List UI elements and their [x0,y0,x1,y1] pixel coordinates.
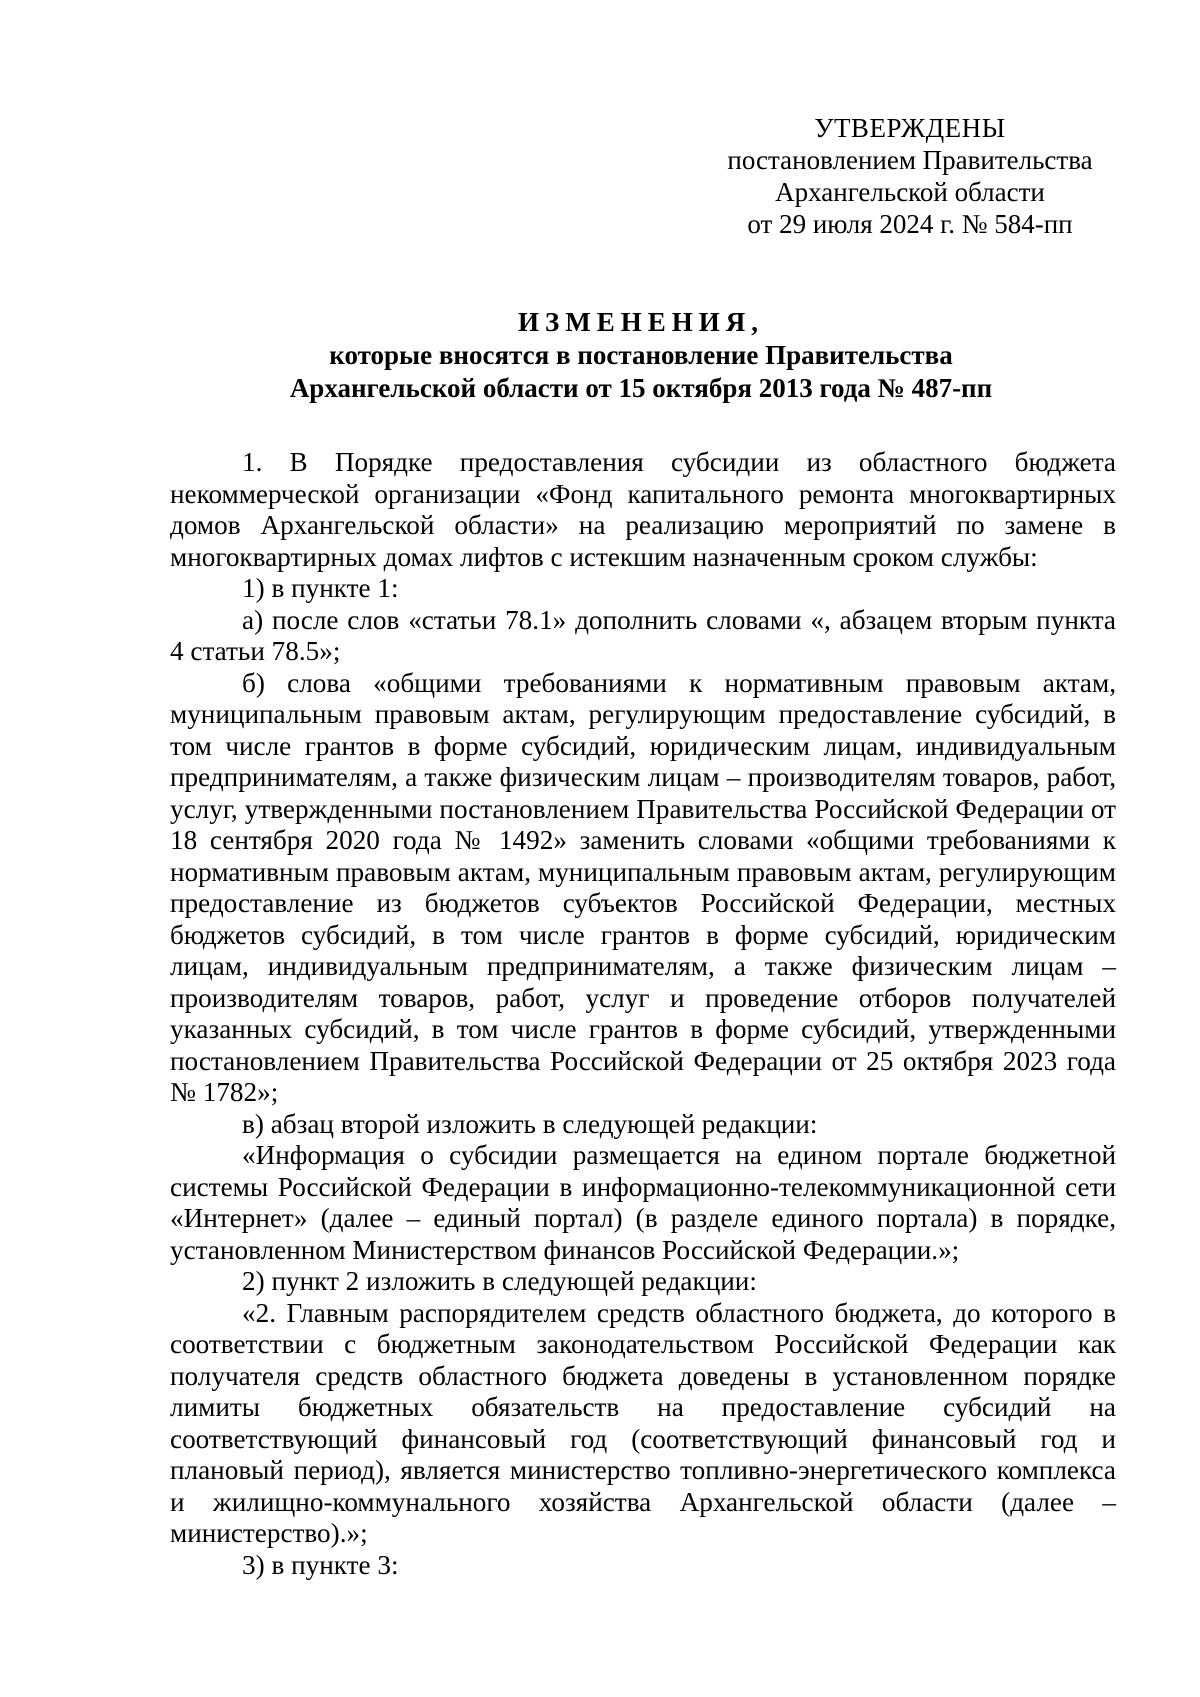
paragraph: 1. В Порядке предоставления субсидии из областного бюджета некоммерческой организации «Фонд капитального ремонта многоквартирных домов Архангельской области» на реализацию мероприятий по замене в многоквартирных домах лифтов с истекшим назначенным сроком службы: [170,447,1116,572]
paragraph: б) слова «общими требованиями к нормативным правовым актам, муниципальным правовым актам, регулирующим предоставление субсидий, в том числе грантов в форме субсидий, юридическим лицам, индивидуальным предпринимателям, а также физическим лицам – производителям товаров, работ, услуг, утвержденными постановлением Правительства Российской Федерации от 18 сентября 2020 года № 1492» заменить словами «общими требованиями к нормативным правовым актам, муниципальным правовым актам, регулирующим предоставление из бюджетов субъектов Российской Федерации, местных бюджетов субсидий, в том числе грантов в форме субсидий, юридическим лицам, индивидуальным предпринимателям, а также физическим лицам – производителям товаров, работ, услуг и проведение отборов получателей указанных субсидий, в том числе грантов в форме субсидий, утвержденными постановлением Правительства Российской Федерации от 25 октября 2023 года № 1782»; [170,667,1116,1107]
title-line-2: Архангельской области от 15 октября 2013 года № 487-пп [289,373,993,403]
paragraph: 2) пункт 2 изложить в следующей редакции: [242,1266,757,1296]
paragraph: 3) в пункте 3: [242,1549,399,1580]
title-line-1: которые вносятся в постановление Правительства [329,340,953,370]
paragraph: «Информация о субсидии размещается на едином портале бюджетной системы Российской Федерации в информационно-телекоммуникационной сети «Интернет» (далее – единый портал) (в разделе единого портала) в порядке, установленном Министерством финансов Российской Федерации.»; [170,1140,1116,1265]
approval-line-2: Архангельской области [775,177,1045,207]
paragraph: «2. Главным распорядителем средств областного бюджета, до которого в соответствии с бюджетным законодательством Российской Федерации как получателя средств областного бюджета доведены в установленном порядке лимиты бюджетных обязательств на предоставление субсидий на соответствующий финансовый год (соответствующий финансовый год и плановый период), является министерство топливно-энергетического комплекса и жилищно-коммунального хозяйства Архангельской области (далее – министерство).»; [170,1297,1116,1548]
document-body [170,447,1116,1581]
document-title [170,306,1112,405]
approval-stamp [705,112,1115,240]
approval-heading: УТВЕРЖДЕНЫ [814,113,1006,143]
paragraph: в) абзац второй изложить в следующей редакции: [242,1108,818,1139]
approval-line-3: от 29 июля 2024 г. № 584-пп [747,209,1073,239]
paragraph: 1) в пункте 1: [242,573,399,603]
title-heading: ИЗМЕНЕНИЯ, [517,307,764,337]
approval-line-1: постановлением Правительства [727,145,1093,175]
paragraph: а) после слов «статьи 78.1» дополнить словами «, абзацем вторым пункта 4 статьи 78.5»; [170,604,1116,666]
